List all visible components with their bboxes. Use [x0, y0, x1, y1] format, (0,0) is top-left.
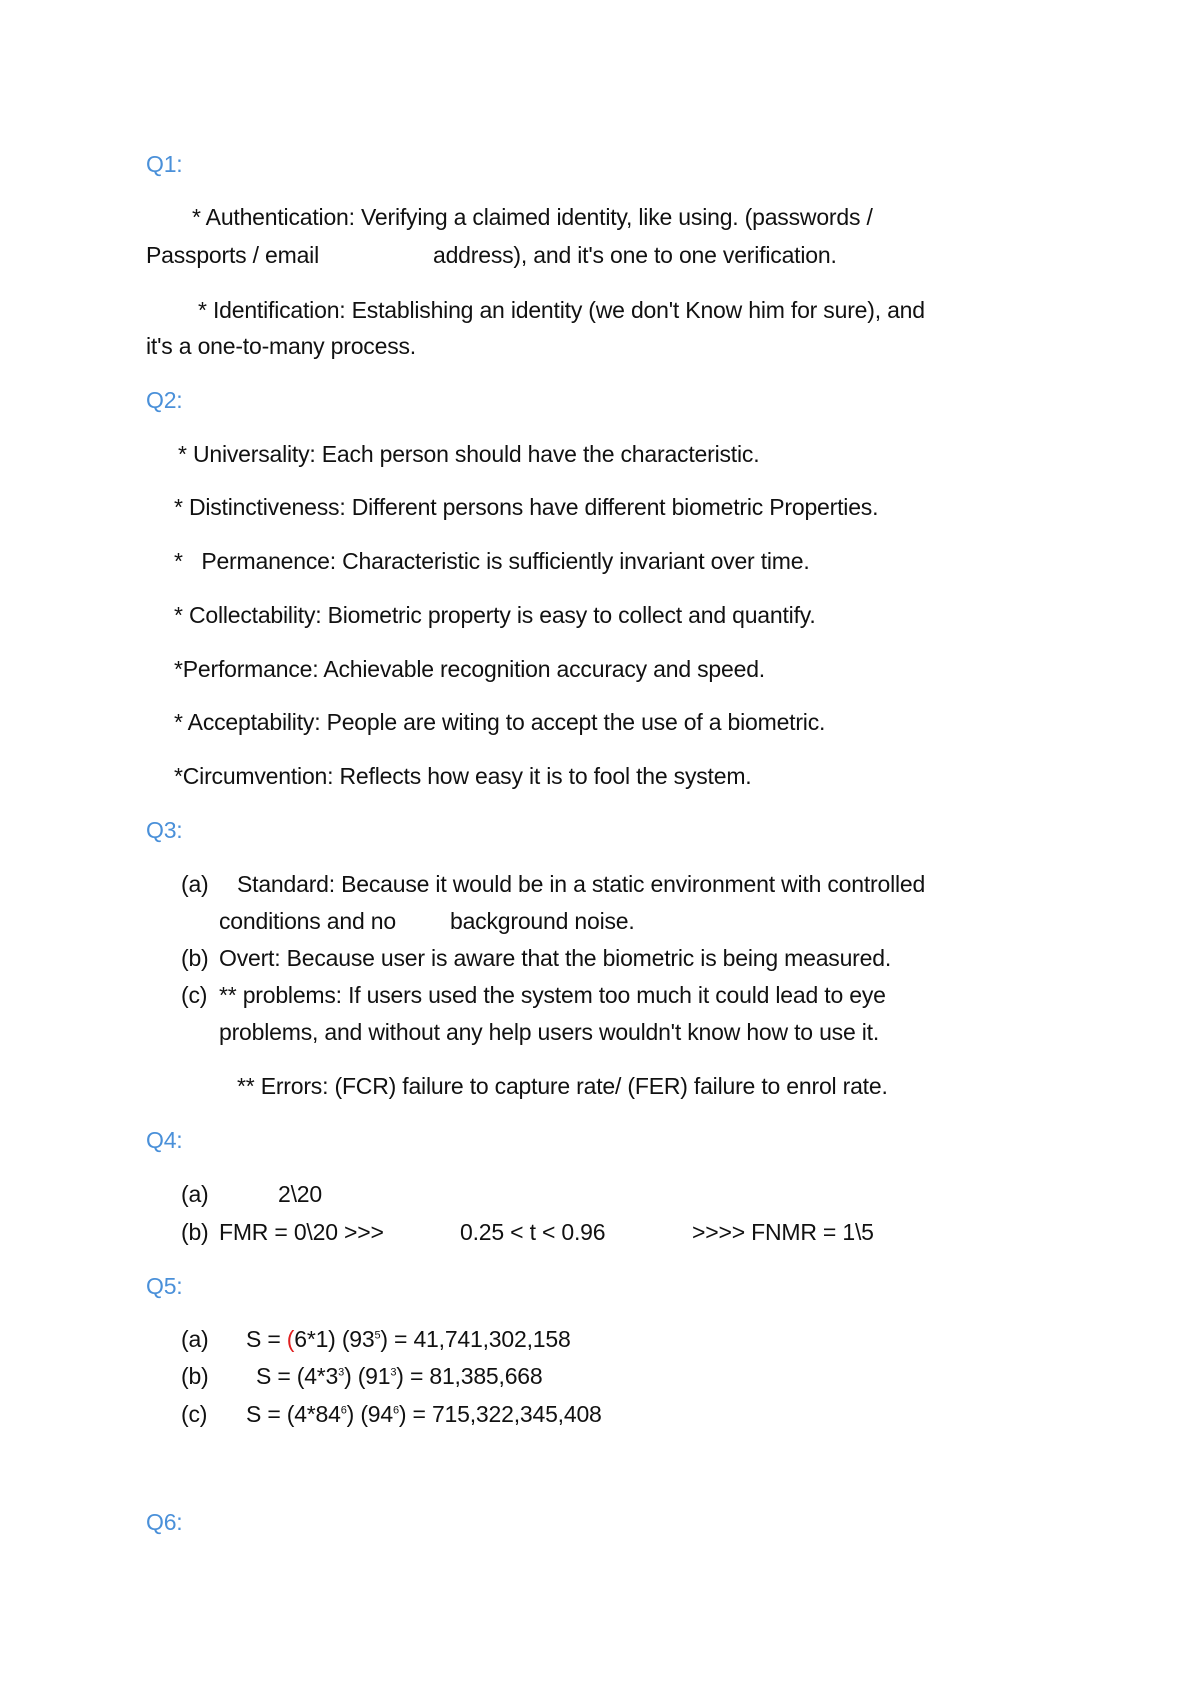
q2-item-performance: *Performance: Achievable recognition accuracy and speed.	[174, 656, 765, 682]
q3-b-label: (b)	[181, 945, 209, 971]
q3-c-line2: problems, and without any help users wouldn't know how to use it.	[219, 1019, 880, 1045]
q3-a-line2b: background noise.	[450, 908, 635, 934]
q4-b-threshold: 0.25 < t < 0.96	[460, 1219, 606, 1245]
q5-b-rest: ) = 81,385,668	[396, 1363, 543, 1389]
q2-item-universality: * Universality: Each person should have the characteristic.	[178, 441, 760, 467]
q4-a-value: 2\20	[278, 1181, 322, 1207]
q5-b-pre: S = (4*3	[256, 1363, 339, 1389]
q1-heading: Q1:	[146, 151, 183, 177]
q3-a-label: (a)	[181, 871, 209, 897]
q5-a-pre: S =	[246, 1326, 287, 1352]
q5-c-mid: ) (94	[346, 1401, 393, 1427]
q4-b-label: (b)	[181, 1219, 209, 1245]
q3-b-text: Overt: Because user is aware that the biometric is being measured.	[219, 945, 892, 971]
q5-c-pre: S = (4*84	[246, 1401, 341, 1427]
q4-heading: Q4:	[146, 1127, 183, 1153]
q2-item-collectability: * Collectability: Biometric property is easy to collect and quantify.	[174, 602, 816, 628]
q3-a-line1: Standard: Because it would be in a static environment with controlled	[237, 871, 926, 897]
q1-identification-line2: it's a one-to-many process.	[146, 333, 416, 359]
q5-b-mid: ) (91	[344, 1363, 391, 1389]
q4-b-fmr: FMR = 0\20 >>>	[219, 1219, 384, 1245]
q5-a-rest1: 6*1) (93	[294, 1326, 375, 1352]
q2-item-circumvention: *Circumvention: Reflects how easy it is to fool the system.	[174, 763, 752, 789]
q5-b-exp1: 3	[338, 1366, 345, 1379]
q2-item-acceptability: * Acceptability: People are witing to accept the use of a biometric.	[174, 709, 826, 735]
q1-authentication-line2b: address), and it's one to one verification.	[433, 242, 837, 268]
q1-identification-line1: * Identification: Establishing an identity (we don't Know him for sure), and	[198, 297, 925, 323]
q5-c-rest: ) = 715,322,345,408	[398, 1401, 602, 1427]
q6-heading: Q6:	[146, 1509, 183, 1535]
q5-b-equation	[256, 1362, 542, 1390]
q5-a-exp1: 5	[374, 1329, 381, 1342]
q3-c-label: (c)	[181, 982, 208, 1008]
q5-c-exp2: 6	[392, 1404, 399, 1417]
q1-authentication-line2a: Passports / email	[146, 242, 319, 268]
q3-heading: Q3:	[146, 817, 183, 843]
q5-c-equation	[246, 1400, 602, 1428]
q4-a-label: (a)	[181, 1181, 209, 1207]
q5-b-label: (b)	[181, 1363, 209, 1389]
q5-c-exp1: 6	[340, 1404, 347, 1417]
q4-b-fnmr: >>>> FNMR = 1\5	[692, 1219, 874, 1245]
q5-a-equation	[246, 1325, 571, 1353]
q5-a-red-paren: (	[286, 1326, 295, 1352]
q5-b-exp2: 3	[390, 1366, 397, 1379]
q3-errors: ** Errors: (FCR) failure to capture rate/ (FER) failure to enrol rate.	[237, 1073, 888, 1099]
q1-authentication-line1: * Authentication: Verifying a claimed identity, like using. (passwords /	[192, 204, 873, 230]
q5-a-rest2: ) = 41,741,302,158	[380, 1326, 571, 1352]
q2-item-permanence: * Permanence: Characteristic is sufficiently invariant over time.	[174, 548, 810, 574]
q2-item-distinctiveness: * Distinctiveness: Different persons have different biometric Properties.	[174, 494, 879, 520]
q3-c-line1: ** problems: If users used the system too much it could lead to eye	[219, 982, 886, 1008]
q5-heading: Q5:	[146, 1273, 183, 1299]
q5-a-label: (a)	[181, 1326, 209, 1352]
q2-heading: Q2:	[146, 387, 183, 413]
q5-c-label: (c)	[181, 1401, 208, 1427]
q3-a-line2a: conditions and no	[219, 908, 396, 934]
